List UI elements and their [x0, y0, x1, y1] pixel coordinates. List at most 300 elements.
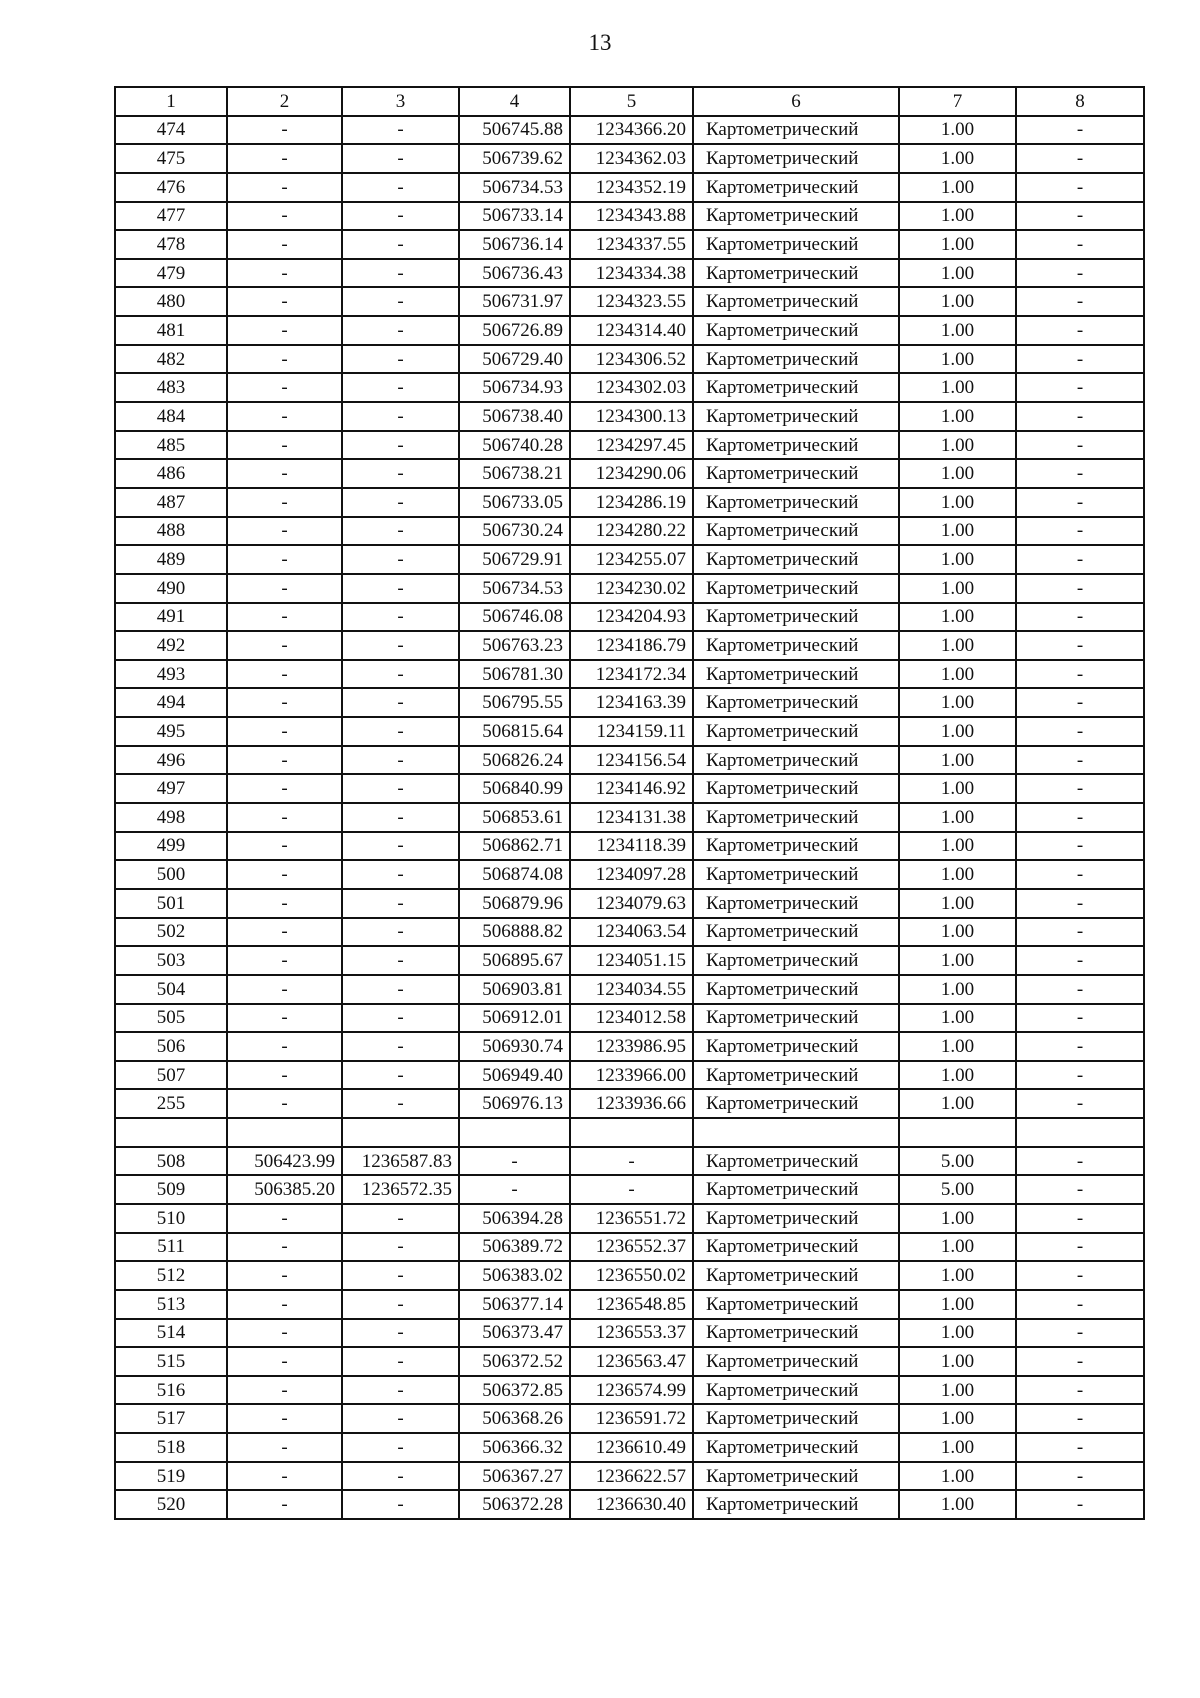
point-number-cell: 477	[115, 202, 227, 231]
method-cell: Картометрический	[693, 459, 899, 488]
table-row	[115, 774, 1144, 803]
col3-y-cell: -	[342, 1233, 459, 1262]
col3-y-cell: -	[342, 431, 459, 460]
accuracy-cell	[899, 1118, 1016, 1147]
col2-x-cell: -	[227, 1319, 342, 1348]
table-row	[115, 1204, 1144, 1233]
accuracy-cell: 1.00	[899, 774, 1016, 803]
col5-y-cell: 1234204.93	[570, 603, 693, 632]
page-number: 13	[588, 30, 612, 55]
table-row	[115, 1433, 1144, 1462]
col5-y-cell: 1236548.85	[570, 1290, 693, 1319]
col4-x-cell: 506888.82	[459, 918, 570, 947]
accuracy-cell: 1.00	[899, 717, 1016, 746]
col3-y-cell: -	[342, 287, 459, 316]
table-row	[115, 1290, 1144, 1319]
point-number-cell: 502	[115, 918, 227, 947]
col2-x-cell: 506385.20	[227, 1175, 342, 1204]
col3-y-cell: -	[342, 1404, 459, 1433]
col5-y-cell: 1234063.54	[570, 918, 693, 947]
point-number-cell: 508	[115, 1147, 227, 1176]
col8-cell: -	[1016, 316, 1144, 345]
col4-x-cell: 506738.21	[459, 459, 570, 488]
col8-cell: -	[1016, 1290, 1144, 1319]
col3-y-cell: -	[342, 116, 459, 145]
col5-y-cell: 1234300.13	[570, 402, 693, 431]
col8-cell: -	[1016, 1433, 1144, 1462]
table-row	[115, 832, 1144, 861]
column-header: 1	[115, 87, 227, 116]
accuracy-cell: 1.00	[899, 230, 1016, 259]
method-cell: Картометрический	[693, 1175, 899, 1204]
col8-cell: -	[1016, 1319, 1144, 1348]
table-row	[115, 603, 1144, 632]
col8-cell: -	[1016, 1147, 1144, 1176]
col3-y-cell: -	[342, 1319, 459, 1348]
accuracy-cell: 1.00	[899, 746, 1016, 775]
col5-y-cell: 1234343.88	[570, 202, 693, 231]
point-number-cell: 488	[115, 517, 227, 546]
col2-x-cell: -	[227, 774, 342, 803]
table-row	[115, 1490, 1144, 1519]
table-row	[115, 402, 1144, 431]
accuracy-cell: 1.00	[899, 173, 1016, 202]
point-number-cell: 481	[115, 316, 227, 345]
col5-y-cell: 1233986.95	[570, 1032, 693, 1061]
method-cell: Картометрический	[693, 1061, 899, 1090]
col3-y-cell: -	[342, 946, 459, 975]
table-row	[115, 631, 1144, 660]
col5-y-cell: 1234314.40	[570, 316, 693, 345]
point-number-cell: 514	[115, 1319, 227, 1348]
col5-y-cell: -	[570, 1147, 693, 1176]
col8-cell: -	[1016, 545, 1144, 574]
table-row	[115, 1319, 1144, 1348]
col5-y-cell: 1234163.39	[570, 688, 693, 717]
col5-y-cell: 1236552.37	[570, 1233, 693, 1262]
col4-x-cell: 506738.40	[459, 402, 570, 431]
accuracy-cell: 1.00	[899, 1462, 1016, 1491]
col2-x-cell: -	[227, 1290, 342, 1319]
col2-x-cell: -	[227, 1490, 342, 1519]
col3-y-cell: -	[342, 1462, 459, 1491]
col4-x-cell: 506895.67	[459, 946, 570, 975]
accuracy-cell: 1.00	[899, 1004, 1016, 1033]
table-row	[115, 1118, 1144, 1147]
col4-x-cell: 506730.24	[459, 517, 570, 546]
col4-x-cell: 506903.81	[459, 975, 570, 1004]
method-cell	[693, 1118, 899, 1147]
col5-y-cell: 1236610.49	[570, 1433, 693, 1462]
point-number-cell: 495	[115, 717, 227, 746]
col8-cell: -	[1016, 946, 1144, 975]
method-cell: Картометрический	[693, 860, 899, 889]
col3-y-cell: -	[342, 545, 459, 574]
method-cell: Картометрический	[693, 230, 899, 259]
col3-y-cell: -	[342, 918, 459, 947]
col2-x-cell: -	[227, 746, 342, 775]
accuracy-cell: 1.00	[899, 202, 1016, 231]
col2-x-cell: -	[227, 402, 342, 431]
col8-cell: -	[1016, 173, 1144, 202]
col2-x-cell: -	[227, 717, 342, 746]
accuracy-cell: 1.00	[899, 688, 1016, 717]
col3-y-cell: -	[342, 1433, 459, 1462]
method-cell: Картометрический	[693, 173, 899, 202]
col3-y-cell: -	[342, 202, 459, 231]
point-number-cell: 480	[115, 287, 227, 316]
method-cell: Картометрический	[693, 517, 899, 546]
method-cell: Картометрический	[693, 631, 899, 660]
col8-cell: -	[1016, 431, 1144, 460]
col2-x-cell: -	[227, 1347, 342, 1376]
col4-x-cell: -	[459, 1175, 570, 1204]
col5-y-cell: 1236630.40	[570, 1490, 693, 1519]
method-cell: Картометрический	[693, 431, 899, 460]
col5-y-cell: 1234306.52	[570, 345, 693, 374]
col3-y-cell: -	[342, 1261, 459, 1290]
method-cell: Картометрический	[693, 832, 899, 861]
col3-y-cell: -	[342, 230, 459, 259]
col2-x-cell: -	[227, 1233, 342, 1262]
col2-x-cell: -	[227, 1089, 342, 1118]
col5-y-cell: 1234323.55	[570, 287, 693, 316]
column-header: 3	[342, 87, 459, 116]
col2-x-cell: -	[227, 688, 342, 717]
col3-y-cell: -	[342, 1376, 459, 1405]
col8-cell: -	[1016, 1347, 1144, 1376]
column-header: 5	[570, 87, 693, 116]
col2-x-cell: -	[227, 1061, 342, 1090]
col2-x-cell: -	[227, 545, 342, 574]
col3-y-cell: 1236572.35	[342, 1175, 459, 1204]
col3-y-cell: -	[342, 660, 459, 689]
column-header: 2	[227, 87, 342, 116]
table-row	[115, 517, 1144, 546]
method-cell: Картометрический	[693, 345, 899, 374]
col8-cell: -	[1016, 803, 1144, 832]
col3-y-cell: -	[342, 1347, 459, 1376]
header-row	[115, 87, 1144, 116]
point-number-cell: 503	[115, 946, 227, 975]
method-cell: Картометрический	[693, 1204, 899, 1233]
col8-cell: -	[1016, 746, 1144, 775]
col8-cell: -	[1016, 373, 1144, 402]
col4-x-cell: 506734.93	[459, 373, 570, 402]
col8-cell: -	[1016, 144, 1144, 173]
col5-y-cell: 1234034.55	[570, 975, 693, 1004]
table-row	[115, 574, 1144, 603]
col8-cell	[1016, 1118, 1144, 1147]
method-cell: Картометрический	[693, 1261, 899, 1290]
point-number-cell: 482	[115, 345, 227, 374]
col3-y-cell: -	[342, 832, 459, 861]
col3-y-cell: -	[342, 774, 459, 803]
col4-x-cell: 506377.14	[459, 1290, 570, 1319]
point-number-cell: 478	[115, 230, 227, 259]
table-row	[115, 1233, 1144, 1262]
col8-cell: -	[1016, 832, 1144, 861]
table-row	[115, 660, 1144, 689]
point-number-cell: 516	[115, 1376, 227, 1405]
col5-y-cell: 1236563.47	[570, 1347, 693, 1376]
method-cell: Картометрический	[693, 1004, 899, 1033]
col2-x-cell: -	[227, 631, 342, 660]
col5-y-cell: 1234159.11	[570, 717, 693, 746]
col5-y-cell: 1236591.72	[570, 1404, 693, 1433]
accuracy-cell: 1.00	[899, 631, 1016, 660]
method-cell: Картометрический	[693, 717, 899, 746]
col4-x-cell: 506734.53	[459, 574, 570, 603]
col8-cell: -	[1016, 918, 1144, 947]
point-number-cell: 498	[115, 803, 227, 832]
table-row	[115, 1004, 1144, 1033]
accuracy-cell: 1.00	[899, 116, 1016, 145]
col3-y-cell: -	[342, 803, 459, 832]
point-number-cell: 491	[115, 603, 227, 632]
accuracy-cell: 1.00	[899, 918, 1016, 947]
accuracy-cell: 1.00	[899, 1347, 1016, 1376]
col5-y-cell: 1234118.39	[570, 832, 693, 861]
col5-y-cell: 1234156.54	[570, 746, 693, 775]
col8-cell: -	[1016, 1175, 1144, 1204]
col3-y-cell: -	[342, 1061, 459, 1090]
method-cell: Картометрический	[693, 202, 899, 231]
accuracy-cell: 1.00	[899, 1233, 1016, 1262]
col2-x-cell: -	[227, 316, 342, 345]
table-row	[115, 173, 1144, 202]
col3-y-cell: -	[342, 459, 459, 488]
col3-y-cell: -	[342, 574, 459, 603]
point-number-cell: 490	[115, 574, 227, 603]
col4-x-cell: 506740.28	[459, 431, 570, 460]
table-row	[115, 287, 1144, 316]
accuracy-cell: 1.00	[899, 1061, 1016, 1090]
table-row	[115, 803, 1144, 832]
col8-cell: -	[1016, 889, 1144, 918]
table-row	[115, 1261, 1144, 1290]
col3-y-cell: -	[342, 144, 459, 173]
col3-y-cell: -	[342, 860, 459, 889]
col3-y-cell: -	[342, 1290, 459, 1319]
col8-cell: -	[1016, 1462, 1144, 1491]
col2-x-cell: -	[227, 345, 342, 374]
accuracy-cell: 1.00	[899, 545, 1016, 574]
col2-x-cell: -	[227, 287, 342, 316]
col3-y-cell: -	[342, 889, 459, 918]
col3-y-cell: -	[342, 603, 459, 632]
accuracy-cell: 1.00	[899, 574, 1016, 603]
accuracy-cell: 5.00	[899, 1175, 1016, 1204]
point-number-cell: 515	[115, 1347, 227, 1376]
accuracy-cell: 1.00	[899, 517, 1016, 546]
accuracy-cell: 1.00	[899, 316, 1016, 345]
col4-x-cell: 506729.40	[459, 345, 570, 374]
table-row	[115, 1175, 1144, 1204]
point-number-cell: 475	[115, 144, 227, 173]
table-row	[115, 1404, 1144, 1433]
coordinates-table	[114, 86, 1145, 1520]
table-row	[115, 746, 1144, 775]
col5-y-cell: 1234051.15	[570, 946, 693, 975]
point-number-cell: 500	[115, 860, 227, 889]
point-number-cell: 510	[115, 1204, 227, 1233]
col8-cell: -	[1016, 975, 1144, 1004]
col5-y-cell: 1236553.37	[570, 1319, 693, 1348]
col5-y-cell: 1234230.02	[570, 574, 693, 603]
table-row	[115, 889, 1144, 918]
point-number-cell: 512	[115, 1261, 227, 1290]
col2-x-cell: -	[227, 832, 342, 861]
column-header: 7	[899, 87, 1016, 116]
method-cell: Картометрический	[693, 660, 899, 689]
method-cell: Картометрический	[693, 1319, 899, 1348]
col4-x-cell: 506394.28	[459, 1204, 570, 1233]
col8-cell: -	[1016, 1032, 1144, 1061]
col4-x-cell: 506367.27	[459, 1462, 570, 1491]
col5-y-cell: 1233966.00	[570, 1061, 693, 1090]
col5-y-cell: 1234280.22	[570, 517, 693, 546]
table-row	[115, 431, 1144, 460]
col5-y-cell: 1234362.03	[570, 144, 693, 173]
col4-x-cell: 506729.91	[459, 545, 570, 574]
method-cell: Картометрический	[693, 144, 899, 173]
accuracy-cell: 1.00	[899, 1032, 1016, 1061]
column-header: 8	[1016, 87, 1144, 116]
col2-x-cell: -	[227, 1376, 342, 1405]
col8-cell: -	[1016, 1089, 1144, 1118]
point-number-cell: 507	[115, 1061, 227, 1090]
col4-x-cell: 506976.13	[459, 1089, 570, 1118]
col8-cell: -	[1016, 1490, 1144, 1519]
col4-x-cell: 506389.72	[459, 1233, 570, 1262]
table-row	[115, 946, 1144, 975]
method-cell: Картометрический	[693, 803, 899, 832]
col8-cell: -	[1016, 631, 1144, 660]
method-cell: Картометрический	[693, 373, 899, 402]
col4-x-cell: 506826.24	[459, 746, 570, 775]
point-number-cell: 476	[115, 173, 227, 202]
col2-x-cell: -	[227, 459, 342, 488]
point-number-cell: 513	[115, 1290, 227, 1319]
col5-y-cell: 1233936.66	[570, 1089, 693, 1118]
point-number-cell: 518	[115, 1433, 227, 1462]
col4-x-cell: 506366.32	[459, 1433, 570, 1462]
col4-x-cell: 506726.89	[459, 316, 570, 345]
col4-x-cell: 506745.88	[459, 116, 570, 145]
point-number-cell: 517	[115, 1404, 227, 1433]
method-cell: Картометрический	[693, 889, 899, 918]
accuracy-cell: 1.00	[899, 603, 1016, 632]
point-number-cell: 505	[115, 1004, 227, 1033]
col4-x-cell: 506372.85	[459, 1376, 570, 1405]
col4-x-cell: 506815.64	[459, 717, 570, 746]
table-row	[115, 1032, 1144, 1061]
col2-x-cell: -	[227, 660, 342, 689]
point-number-cell: 484	[115, 402, 227, 431]
method-cell: Картометрический	[693, 1233, 899, 1262]
point-number-cell: 499	[115, 832, 227, 861]
col5-y-cell: 1234337.55	[570, 230, 693, 259]
col5-y-cell	[570, 1118, 693, 1147]
col5-y-cell: 1234012.58	[570, 1004, 693, 1033]
col4-x-cell: 506736.14	[459, 230, 570, 259]
col4-x-cell: 506853.61	[459, 803, 570, 832]
method-cell: Картометрический	[693, 1032, 899, 1061]
col2-x-cell: -	[227, 975, 342, 1004]
accuracy-cell: 1.00	[899, 660, 1016, 689]
method-cell: Картометрический	[693, 402, 899, 431]
method-cell: Картометрический	[693, 1147, 899, 1176]
method-cell: Картометрический	[693, 746, 899, 775]
col8-cell: -	[1016, 116, 1144, 145]
table-row	[115, 1347, 1144, 1376]
accuracy-cell: 1.00	[899, 287, 1016, 316]
point-number-cell: 485	[115, 431, 227, 460]
col4-x-cell: 506763.23	[459, 631, 570, 660]
point-number-cell: 474	[115, 116, 227, 145]
col2-x-cell: -	[227, 1204, 342, 1233]
col8-cell: -	[1016, 287, 1144, 316]
method-cell: Картометрический	[693, 688, 899, 717]
col2-x-cell: -	[227, 431, 342, 460]
table-row	[115, 144, 1144, 173]
method-cell: Картометрический	[693, 545, 899, 574]
col4-x-cell: 506912.01	[459, 1004, 570, 1033]
col8-cell: -	[1016, 688, 1144, 717]
method-cell: Картометрический	[693, 1376, 899, 1405]
col8-cell: -	[1016, 345, 1144, 374]
col5-y-cell: 1236551.72	[570, 1204, 693, 1233]
col4-x-cell: 506368.26	[459, 1404, 570, 1433]
method-cell: Картометрический	[693, 1290, 899, 1319]
col3-y-cell: -	[342, 1490, 459, 1519]
accuracy-cell: 1.00	[899, 1490, 1016, 1519]
method-cell: Картометрический	[693, 603, 899, 632]
col8-cell: -	[1016, 1376, 1144, 1405]
col4-x-cell: 506746.08	[459, 603, 570, 632]
col3-y-cell: -	[342, 746, 459, 775]
table-row	[115, 860, 1144, 889]
col4-x-cell: 506930.74	[459, 1032, 570, 1061]
table-row	[115, 316, 1144, 345]
accuracy-cell: 1.00	[899, 832, 1016, 861]
accuracy-cell: 1.00	[899, 345, 1016, 374]
col2-x-cell: -	[227, 116, 342, 145]
col3-y-cell: -	[342, 173, 459, 202]
table-row	[115, 975, 1144, 1004]
point-number-cell: 492	[115, 631, 227, 660]
col8-cell: -	[1016, 517, 1144, 546]
accuracy-cell: 1.00	[899, 259, 1016, 288]
col2-x-cell: -	[227, 860, 342, 889]
accuracy-cell: 1.00	[899, 975, 1016, 1004]
method-cell: Картометрический	[693, 316, 899, 345]
col8-cell: -	[1016, 1004, 1144, 1033]
col4-x-cell: 506736.43	[459, 259, 570, 288]
col4-x-cell: 506733.05	[459, 488, 570, 517]
col3-y-cell: -	[342, 259, 459, 288]
col8-cell: -	[1016, 860, 1144, 889]
col2-x-cell: -	[227, 918, 342, 947]
col2-x-cell: -	[227, 1004, 342, 1033]
accuracy-cell: 1.00	[899, 1089, 1016, 1118]
accuracy-cell: 5.00	[899, 1147, 1016, 1176]
col3-y-cell: -	[342, 1004, 459, 1033]
accuracy-cell: 1.00	[899, 946, 1016, 975]
point-number-cell: 506	[115, 1032, 227, 1061]
col5-y-cell: 1234097.28	[570, 860, 693, 889]
